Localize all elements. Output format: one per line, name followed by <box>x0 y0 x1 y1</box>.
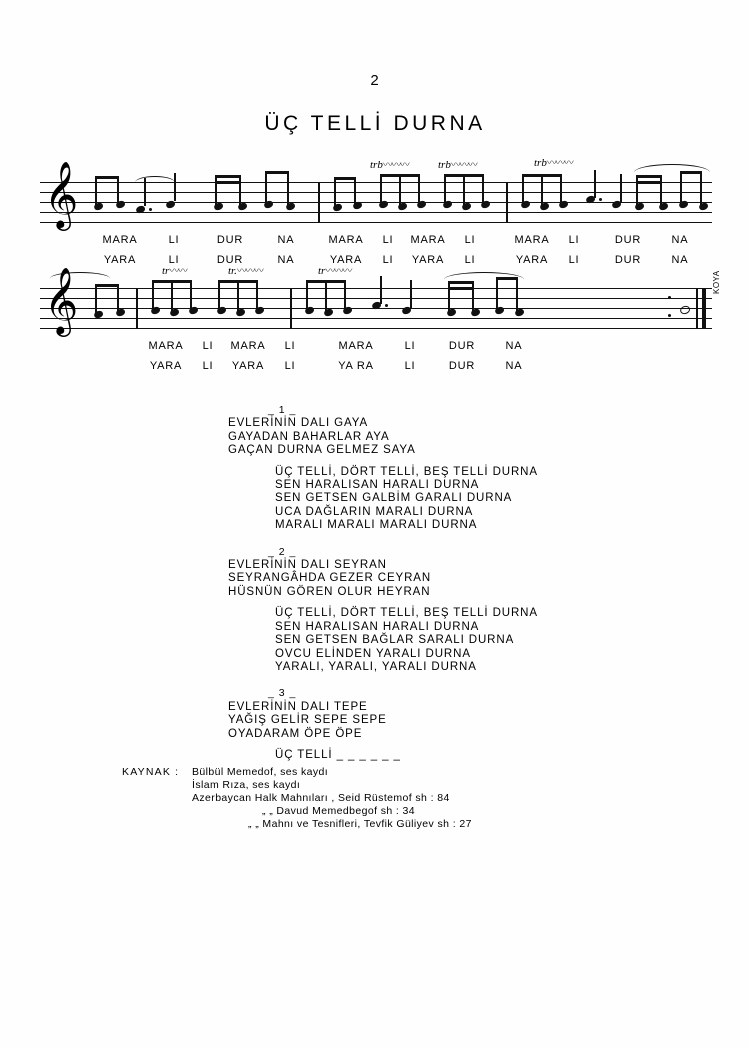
lyric-line: EVLERİNİN DALI SEYRAN <box>228 559 387 572</box>
lyric-syllable: LI <box>284 340 296 352</box>
treble-clef-icon: 𝄞 <box>44 160 79 228</box>
slur <box>634 164 710 181</box>
lyric-syllable: YARA <box>329 254 363 266</box>
lyric-syllable: NA <box>671 254 689 266</box>
lyric-syllable: YARA <box>231 360 265 372</box>
staff-line <box>40 318 712 319</box>
page-number: 2 <box>370 72 380 89</box>
staff-line <box>40 328 712 329</box>
lyric-syllable: LI <box>404 340 416 352</box>
staff-1 <box>40 157 712 228</box>
barline <box>318 182 320 223</box>
lyric-line-2-system-2 <box>40 360 712 374</box>
lyrics-section <box>0 404 750 762</box>
music-system-1 <box>40 157 712 266</box>
trill-marking-4: tr〰〰 <box>162 265 187 277</box>
lyric-line: SEN GETSEN GALBİM GARALI DURNA <box>275 492 513 505</box>
slur <box>135 176 175 189</box>
note-stem <box>174 173 176 201</box>
lyric-syllable: MARA <box>148 340 184 352</box>
staff-2 <box>40 265 721 334</box>
lyric-line: GAYADAN BAHARLAR AYA <box>228 430 390 443</box>
slur <box>444 272 524 287</box>
lyric-syllable: DUR <box>614 234 642 246</box>
lyric-syllable: LI <box>202 360 214 372</box>
trill-marking-2: trb〰〰〰 <box>438 159 477 171</box>
lyric-syllable: NA <box>505 360 523 372</box>
repeat-dot <box>668 296 671 299</box>
lyric-syllable: LI <box>404 360 416 372</box>
staff-line <box>40 288 712 289</box>
lyric-line: SEYRANGÂHDA GEZER CEYRAN <box>228 572 432 585</box>
lyric-line: SEN HARALISAN HARALI DURNA <box>275 479 480 492</box>
side-annotation: KOYA <box>712 270 721 294</box>
trill-marking-1: trb〰〰〰 <box>370 159 409 171</box>
lyric-syllable: LI <box>464 254 476 266</box>
treble-clef-icon: 𝄞 <box>44 266 79 334</box>
source-line: İslam Rıza, ses kaydı <box>192 779 301 791</box>
lyric-line: GAÇAN DURNA GELMEZ SAYA <box>228 444 416 457</box>
lyric-syllable: NA <box>277 254 295 266</box>
note-stem <box>594 170 596 198</box>
staff-line <box>40 298 712 299</box>
note-stem <box>410 280 412 308</box>
verse-2-stanza-b <box>275 607 750 674</box>
verse-number-1: _ 1 _ <box>268 404 297 416</box>
lyric-syllable: MARA <box>328 234 364 246</box>
lyric-syllable: DUR <box>448 360 476 372</box>
final-note-head <box>679 305 691 316</box>
lyric-syllable: LI <box>168 234 180 246</box>
lyric-line: ÜÇ TELLİ, DÖRT TELLİ, BEŞ TELLİ DURNA <box>275 465 538 478</box>
lyric-syllable: YA RA <box>338 360 374 372</box>
lyric-line: YAĞIŞ GELİR SEPE SEPE <box>228 714 387 727</box>
lyric-line: SEN HARALISAN HARALI DURNA <box>275 620 480 633</box>
barline <box>506 182 508 223</box>
source-line: Azerbaycan Halk Mahnıları , Seid Rüstemof sh : 84 <box>192 792 450 804</box>
lyric-syllable: MARA <box>230 340 266 352</box>
lyric-syllable: LI <box>568 254 580 266</box>
source-line: Bülbül Memedof, ses kaydı <box>192 766 329 778</box>
trill-marking-6: tr〰〰〰 <box>318 265 351 277</box>
lyric-line: OVCU ELİNDEN YARALI DURNA <box>275 647 471 660</box>
verse-3-stanza-a <box>228 701 750 741</box>
lyric-syllable: LI <box>568 234 580 246</box>
lyric-syllable: YARA <box>411 254 445 266</box>
lyric-syllable: LI <box>168 254 180 266</box>
lyric-line: UCA DAĞLARIN MARALI DURNA <box>275 505 474 518</box>
lyric-line-1-system-2 <box>40 340 712 354</box>
lyric-syllable: DUR <box>216 234 244 246</box>
source-line: „ „ Mahnı ve Tesnifleri, Tevfik Güliyev sh : 27 <box>248 818 472 830</box>
verse-2-stanza-a <box>228 559 750 599</box>
music-system-2 <box>40 265 721 372</box>
barline <box>136 288 138 329</box>
verse-number-3: _ 3 _ <box>268 687 297 700</box>
source-block <box>122 766 472 831</box>
lyric-line-1-system-1 <box>40 234 712 248</box>
lyric-syllable: LI <box>202 340 214 352</box>
lyric-line: HÜSNÜN GÖREN OLUR HEYRAN <box>228 585 431 598</box>
trill-marking-3: trb〰〰〰 <box>534 157 573 169</box>
lyric-syllable: NA <box>671 234 689 246</box>
lyric-syllable: NA <box>277 234 295 246</box>
lyric-syllable: DUR <box>448 340 476 352</box>
lyric-syllable: YARA <box>103 254 137 266</box>
lyric-line: ÜÇ TELLİ, DÖRT TELLİ, BEŞ TELLİ DURNA <box>275 607 538 620</box>
lyric-syllable: LI <box>464 234 476 246</box>
verse-1-stanza-b <box>275 466 750 533</box>
note-stem <box>380 276 382 304</box>
augmentation-dot <box>599 198 602 201</box>
lyric-syllable: YARA <box>515 254 549 266</box>
lyric-syllable: NA <box>505 340 523 352</box>
lyric-syllable: MARA <box>102 234 138 246</box>
lyric-line: YARALI, YARALI, YARALI DURNA <box>275 660 477 673</box>
verse-1-stanza-a <box>228 417 750 457</box>
lyric-line: MARALI MARALI MARALI DURNA <box>275 519 478 532</box>
page-title: ÜÇ TELLİ DURNA <box>264 112 486 135</box>
lyric-syllable: DUR <box>614 254 642 266</box>
barline-thick <box>702 288 706 329</box>
lyric-syllable: MARA <box>338 340 374 352</box>
trill-marking-5: tr.〰〰〰 <box>228 265 263 277</box>
source-line: „ „ Davud Memedbegof sh : 34 <box>262 805 416 817</box>
lyric-syllable: LI <box>284 360 296 372</box>
lyric-syllable: MARA <box>514 234 550 246</box>
lyric-syllable: YARA <box>149 360 183 372</box>
lyric-line: OYADARAM ÖPE ÖPE <box>228 727 363 740</box>
augmentation-dot <box>385 304 388 307</box>
barline-thin <box>696 288 698 329</box>
note-stem <box>620 174 622 202</box>
lyric-syllable: MARA <box>410 234 446 246</box>
staff-line <box>40 192 712 193</box>
lyric-line: ÜÇ TELLİ _ _ _ _ _ _ <box>275 748 401 761</box>
note-head <box>165 200 176 209</box>
verse-number-2: _ 2 _ <box>268 545 297 558</box>
lyric-syllable: LI <box>382 254 394 266</box>
source-lines <box>192 766 472 831</box>
lyric-line: SEN GETSEN BAĞLAR SARALI DURNA <box>275 634 515 647</box>
lyric-syllable: LI <box>382 234 394 246</box>
staff-line <box>40 222 712 223</box>
lyric-line: EVLERİNİN DALI TEPE <box>228 700 368 713</box>
repeat-dot <box>668 314 671 317</box>
lyric-syllable: DUR <box>216 254 244 266</box>
lyric-line: EVLERİNİN DALI GAYA <box>228 417 369 430</box>
verse-3-stanza-b <box>275 749 750 762</box>
source-label: KAYNAK : <box>122 766 180 778</box>
barline <box>290 288 292 329</box>
lyric-line-2-system-1 <box>40 254 712 268</box>
slur <box>50 272 110 285</box>
